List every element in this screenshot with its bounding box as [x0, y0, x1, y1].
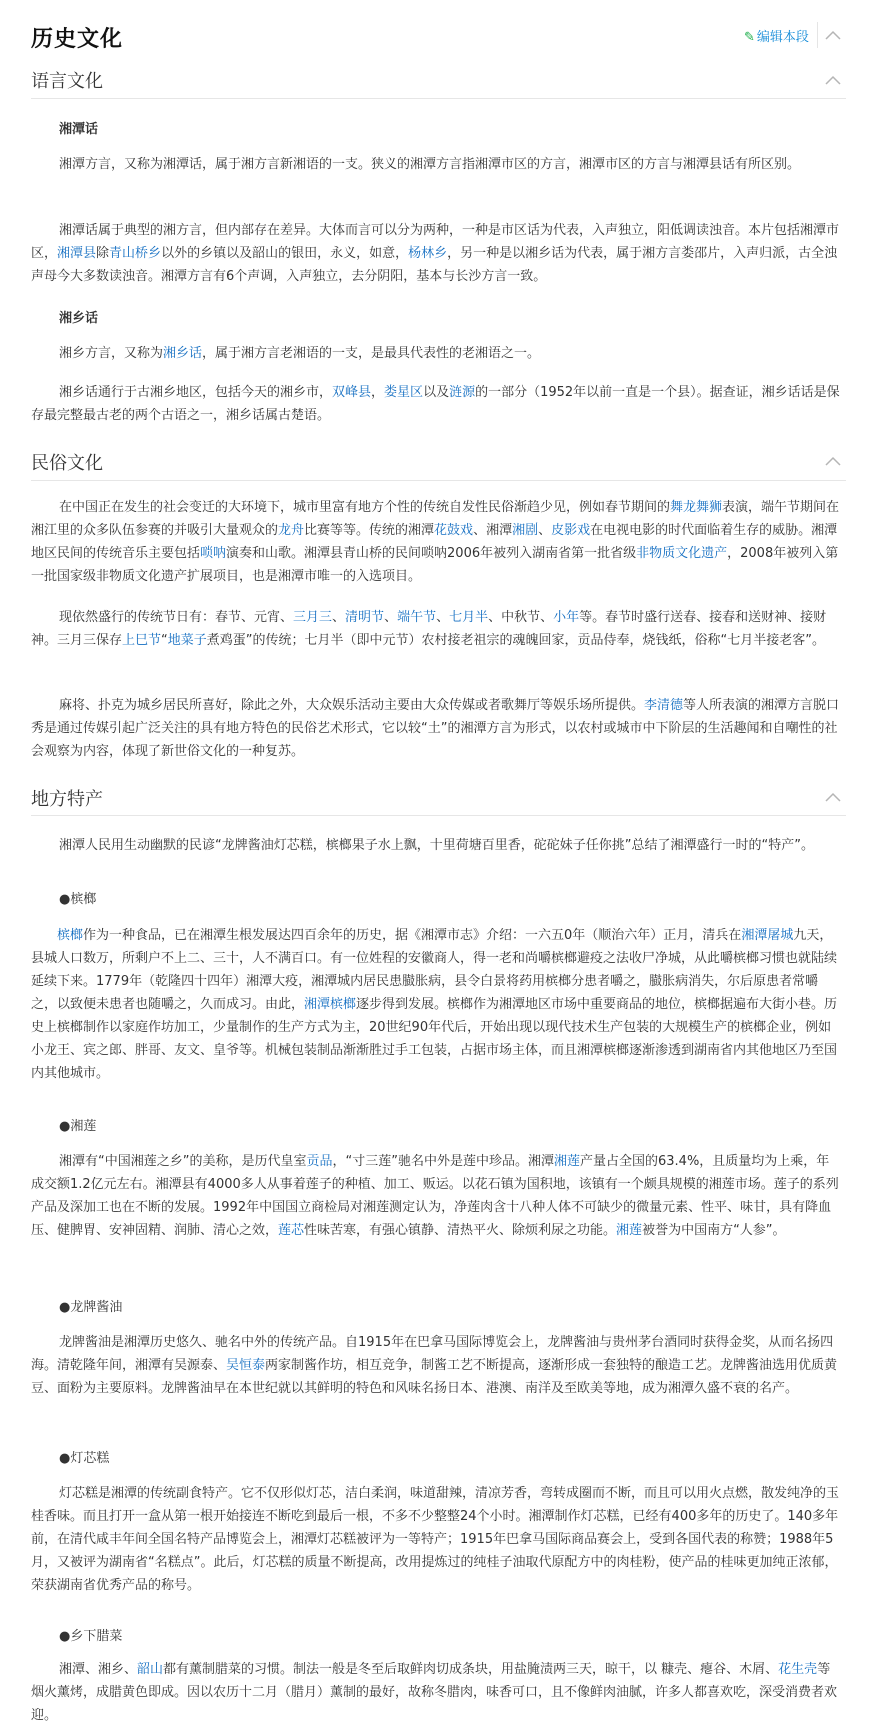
edit-section-link[interactable]: [744, 26, 809, 45]
inline-link[interactable]: 贡品: [306, 1154, 333, 1169]
text-run: 两家制酱作坊，相互竞争，制酱工艺不断提高，逐渐形成一套独特的酿造工艺。龙牌酱油选用优质黄豆、面粉为主要原料。龙牌酱油早在本世纪就以其鲜明的特色和风味名扬日本、港澳、南洋及至欧美等地，成为湘潭久盛不衰的名产。: [31, 1358, 838, 1396]
text-run: ，2008年被列入第一批国家级非物质文化遗产扩展项目，也是湘潭市唯一的入选项目。: [31, 546, 839, 584]
text-run: 在中国正在发生的社会变迁的大环境下，城市里富有地方个性的传统自发性民俗渐趋少见，例如春节期间的: [59, 500, 671, 515]
text-run: 等人所表演的湘潭方言脱口秀是通过传媒引起广泛关注的具有地方特色的民俗艺术形式，它以较“土”的湘潭方言为形式，以农村或城市中下阶层的生活趣闻和自嘲性的社会观察为内容，体现了新世俗文化的一种复苏。: [31, 698, 840, 759]
text-run: 在电视电影的时代面临着生存的威胁。湘潭地区民间的传统音乐主要包括: [31, 523, 838, 561]
text-run: “: [161, 633, 168, 648]
collapse-all-icon[interactable]: [825, 30, 841, 40]
edit-section-label: 编辑本段: [756, 30, 809, 45]
paragraph: [31, 342, 842, 365]
subheading-cured-meat: ●乡下腊菜: [59, 1629, 123, 1644]
text-run: 、中秋节、: [488, 610, 554, 625]
text-run: 湘潭话属于典型的湘方言，但内部存在差异。大体而言可以分为两种，一种是市区话为代表，入声独立，阳低调读浊音。本片包括湘潭市区，: [31, 223, 840, 261]
text-run: 表演，端午节期间在湘江里的众多队伍参赛的并吸引大量观众的: [31, 500, 840, 538]
inline-link[interactable]: 湘乡话: [163, 346, 203, 361]
text-run: 湘潭、湘乡、: [59, 1662, 138, 1677]
text-run: 、: [436, 610, 450, 625]
inline-link[interactable]: 韶山: [137, 1662, 164, 1677]
section-title-local-specialties: 地方特产: [31, 789, 103, 810]
text-run: 湘潭人民用生动幽默的民谚“龙牌酱油灯芯糕，槟榔果子水上飘，十里荷塘百里香，砣砣妹子任你挑”总结了湘潭盛行一时的“特产”。: [59, 838, 814, 853]
text-run: 等烟火薰烤，成腊黄色即成。因以农历十二月（腊月）薰制的最好，故称冬腊肉，味香可口，且不像鲜肉油腻，许多人都喜欢吃，深受消费者欢迎。: [31, 1662, 838, 1723]
inline-link[interactable]: 龙舟: [278, 523, 305, 538]
text-run: ，“寸三莲”驰名中外是莲中珍品。湘潭: [332, 1154, 554, 1169]
text-run: 以外的乡镇以及韶山的银田，永义，如意，: [161, 246, 409, 261]
inline-link[interactable]: 舞龙舞狮: [670, 500, 723, 515]
inline-link[interactable]: 三月三: [293, 610, 333, 625]
subheading-xiangtan-dialect: 湘潭话: [59, 122, 99, 137]
inline-link[interactable]: 槟榔: [57, 928, 84, 943]
text-run: [31, 928, 57, 943]
paragraph: [31, 1658, 842, 1727]
inline-link[interactable]: 花鼓戏: [434, 523, 474, 538]
text-run: 龙牌酱油是湘潭历史悠久、驰名中外的传统产品。自1915年在巴拿马国际博览会上，龙牌酱油与贵州茅台酒同时获得金奖，从而名扬四海。清乾隆年间，湘潭有吴源泰、: [31, 1335, 834, 1373]
paragraph: [31, 694, 842, 763]
subheading-xiang-lotus: ●湘莲: [59, 1119, 97, 1134]
text-run: 比赛等等。传统的湘潭: [304, 523, 435, 538]
text-run: 性味苦寒，有强心镇静、清热平火、除烦利尿之功能。: [304, 1223, 617, 1238]
text-run: 等。春节时盛行送春、接春和送财神、接财神。三月三保存: [31, 610, 827, 648]
section-divider: [31, 480, 846, 481]
inline-link[interactable]: 莲芯: [278, 1223, 305, 1238]
paragraph: [31, 1482, 842, 1597]
inline-link[interactable]: 小年: [553, 610, 580, 625]
inline-link[interactable]: 李清德: [644, 698, 684, 713]
text-run: ，: [371, 385, 385, 400]
inline-link[interactable]: 上巳节: [122, 633, 162, 648]
paragraph: [31, 219, 842, 288]
inline-link[interactable]: 花生壳: [778, 1662, 818, 1677]
text-run: ，另一种是以湘乡话为代表，属于湘方言娄邵片，入声归派，古全浊声母今大多数读浊音。湘潭方言有6个声调，入声独立，去分阴阳，基本与长沙方言一致。: [31, 246, 838, 284]
text-run: 、: [332, 610, 346, 625]
text-run: 湘潭方言，又称为湘潭话，属于湘方言新湘语的一支。狭义的湘潭方言指湘潭市区的方言，湘潭市区的方言与湘潭县话有所区别。: [59, 157, 801, 172]
section-divider: [31, 815, 846, 816]
text-run: 、: [384, 610, 398, 625]
text-run: 的一部分（1952年以前一直是一个县）。据查证，湘乡话话是保存最完整最古老的两个古语之一，湘乡话属古楚语。: [31, 385, 840, 423]
section-collapse-icon[interactable]: [825, 456, 841, 466]
inline-link[interactable]: 双峰县: [332, 385, 372, 400]
text-run: 作为一种食品，已在湘潭生根发展达四百余年的历史，据《湘潭市志》介绍：一六五0年（顺治六年）正月，清兵在: [83, 928, 742, 943]
paragraph: [31, 153, 842, 176]
text-run: 都有薰制腊菜的习惯。制法一般是冬至后取鲜肉切成条块，用盐腌渍两三天，晾干，以 糠壳、瘪谷、木屑、: [163, 1662, 779, 1677]
pencil-icon: ✎: [744, 30, 755, 45]
inline-link[interactable]: 涟源: [449, 385, 476, 400]
section-collapse-icon[interactable]: [825, 792, 841, 802]
paragraph: [31, 834, 842, 857]
inline-link[interactable]: 唢呐: [200, 546, 227, 561]
paragraph: [31, 1331, 842, 1400]
inline-link[interactable]: 湘潭县: [57, 246, 97, 261]
text-run: 湘乡话通行于古湘乡地区，包括今天的湘乡市，: [59, 385, 333, 400]
text-run: 、: [538, 523, 552, 538]
inline-link[interactable]: 杨林乡: [408, 246, 448, 261]
inline-link[interactable]: 湘莲: [553, 1154, 580, 1169]
paragraph: [31, 924, 842, 1085]
inline-link[interactable]: 湘莲: [616, 1223, 643, 1238]
text-run: 产量占全国的63.4%，且质量均为上乘，年成交额1.2亿元左右。湘潭县有4000多人从事着莲子的种植、加工、贩运。以花石镇为国积地，该镇有一个颇具规模的湘莲市场。莲子的系列产品及深加工也在不断的发展。1992年中国国立商检局对湘莲测定认为，净莲肉含十八种人体不可缺少的微量元素、性平、味甘，具有降血压、健脾胃、安神固精、润肺、清心之效，: [31, 1154, 839, 1238]
inline-link[interactable]: 吴恒泰: [226, 1358, 266, 1373]
text-run: 煮鸡蛋”的传统；七月半（即中元节）农村接老祖宗的魂魄回家，贡品侍奉，烧钱纸，俗称“七月半接老客”。: [206, 633, 826, 648]
paragraph: [31, 496, 842, 588]
inline-link[interactable]: 地菜子: [167, 633, 207, 648]
subheading-xiangxiang-dialect: 湘乡话: [59, 311, 99, 326]
paragraph: [31, 606, 842, 652]
text-run: 麻将、扑克为城乡居民所喜好，除此之外，大众娱乐活动主要由大众传媒或者歌舞厅等娱乐场所提供。: [59, 698, 645, 713]
inline-link[interactable]: 湘潭屠城: [741, 928, 794, 943]
header-divider: [817, 22, 818, 48]
page-title: 历史文化: [31, 27, 124, 52]
text-run: 现依然盛行的传统节日有：春节、元宵、: [59, 610, 294, 625]
text-run: 灯芯糕是湘潭的传统副食特产。它不仅形似灯芯，洁白柔润，味道甜辣，清凉芳香，弯转成圈而不断，而且可以用火点燃，散发纯净的玉桂香味。而且打开一盒从第一根开始接连不断吃到最后一根，不多不少整整24个小时。湘潭制作灯芯糕，已经有400多年的历史了。140多年前，在清代咸丰年间全国名特产品博览会上，湘潭灯芯糕被评为一等特产；1915年巴拿马国际商品赛会上，受到各国代表的称赞；1988年5月，又被评为湖南省“名糕点”。此后，灯芯糕的质量不断提高，改用提炼过的纯桂子油取代原配方中的肉桂粉，使产品的桂味更加纯正浓郁，荣获湖南省优秀产品的称号。: [31, 1486, 840, 1593]
text-run: 演奏和山歌。湘潭县青山桥的民间唢呐2006年被列入湖南省第一批省级: [226, 546, 637, 561]
paragraph: [31, 1150, 842, 1242]
text-run: 逐步得到发展。槟榔作为湘潭地区市场中重要商品的地位，槟榔据遍布大街小巷。历史上槟榔制作以家庭作坊加工，少量制作的生产方式为主，20世纪90年代后，开始出现以现代技术生产包装的大规模生产的槟榔企业，例如小龙王、宾之郎、胖哥、友文、皇爷等。机械包装制品渐渐胜过手工包装，占据市场主体，而且湘潭槟榔逐渐渗透到湖南省内其他地区乃至国内其他城市。: [31, 997, 838, 1081]
subheading-dengxin-cake: ●灯芯糕: [59, 1451, 110, 1466]
text-run: 湘乡方言，又称为: [59, 346, 164, 361]
inline-link[interactable]: 端午节: [397, 610, 437, 625]
subheading-dragon-soy-sauce: ●龙牌酱油: [59, 1300, 123, 1315]
inline-link[interactable]: 七月半: [449, 610, 489, 625]
section-title-folk-culture: 民俗文化: [31, 453, 103, 474]
text-run: 以及: [423, 385, 450, 400]
text-run: 被誉为中国南方“人参”。: [642, 1223, 786, 1238]
subheading-betel-nut: ●槟榔: [59, 892, 97, 907]
text-run: 湘潭有“中国湘莲之乡”的美称，是历代皇室: [59, 1154, 307, 1169]
section-divider: [31, 98, 846, 99]
inline-link[interactable]: 娄星区: [384, 385, 424, 400]
section-collapse-icon[interactable]: [825, 75, 841, 85]
paragraph: [31, 381, 842, 427]
inline-link[interactable]: 清明节: [345, 610, 385, 625]
inline-link[interactable]: 皮影戏: [551, 523, 591, 538]
inline-link[interactable]: 湘潭槟榔: [304, 997, 357, 1012]
text-run: 除: [96, 246, 110, 261]
inline-link[interactable]: 非物质文化遗产: [636, 546, 728, 561]
text-run: 九天，县城人口数万，所剩户不上二、三十，人不满百口。有一位姓程的安徽商人，得一老和尚嚼槟榔避疫之法收尸净城，从此嚼槟榔习惯也就陆续延续下来。1779年（乾隆四十四年）湘潭大疫，湘潭城内居民患臌胀病，县令白景将药用槟榔分患者嚼之，臌胀病消失，尔后原患者常嚼之，以致便未患者也随嚼之，久而成习。由此，: [31, 928, 838, 1012]
text-run: ，属于湘方言老湘语的一支，是最具代表性的老湘语之一。: [202, 346, 541, 361]
inline-link[interactable]: 湘剧: [512, 523, 539, 538]
section-title-language: 语言文化: [31, 71, 103, 92]
inline-link[interactable]: 青山桥乡: [109, 246, 162, 261]
text-run: 、湘潭: [473, 523, 513, 538]
